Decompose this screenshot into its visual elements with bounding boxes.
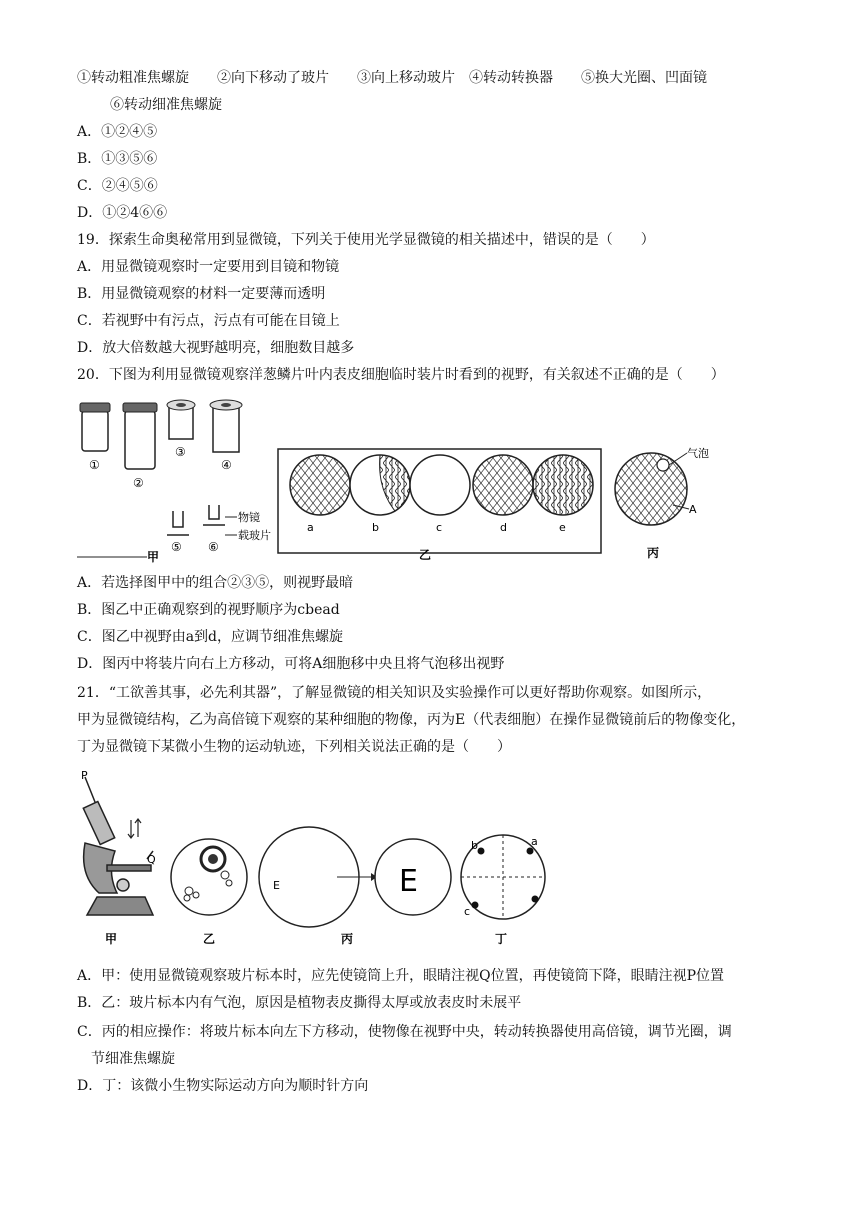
panel-yi-view	[171, 839, 247, 915]
q20-option-c: C．图乙中视野由a到d，应调节细准焦螺旋	[77, 629, 344, 645]
lens-number-3: ③	[175, 445, 186, 459]
panel-label-ding: 丁	[495, 932, 508, 946]
dot-d	[532, 896, 539, 903]
q20-option-a: A．若选择图甲中的组合②③⑤，则视野最暗	[77, 575, 354, 591]
lens-number-4: ④	[221, 458, 232, 472]
q21-option-a: A．甲：使用显微镜观察玻片标本时，应先使镜筒上升，眼睛注视Q位置，再使镜筒下降，眼睛注视P位置	[77, 968, 725, 984]
view-b	[350, 455, 410, 515]
q21-stem-line2: 甲为显微镜结构，乙为高倍镜下观察的某种细胞的物像，丙为E（代表细胞）在操作显微镜前后的物像变化，	[77, 712, 746, 728]
q19-option-c: C．若视野中有污点，污点有可能在目镜上	[77, 313, 340, 329]
q19-option-d: D．放大倍数越大视野越明亮，细胞数目越多	[77, 340, 355, 356]
panel-label-jia: 甲	[105, 932, 118, 946]
q18-stem-line2: ⑥转动细准焦螺旋	[110, 97, 222, 113]
label-objective: 物镜	[238, 511, 260, 524]
dot-label-a: a	[531, 835, 538, 848]
view-letter-a: a	[307, 521, 314, 534]
view-letter-c: c	[436, 521, 443, 534]
lens-number-5: ⑤	[171, 540, 182, 554]
q20-stem: 20．下图为利用显微镜观察洋葱鳞片叶内表皮细胞临时装片时看到的视野，有关叙述不正确的是（ ）	[77, 367, 725, 383]
view-a	[290, 455, 350, 515]
q18-option-b: B．①③⑤⑥	[77, 151, 158, 167]
lens-3	[167, 400, 195, 439]
q21-stem-line3: 丁为显微镜下某微小生物的运动轨迹，下列相关说法正确的是（ ）	[77, 739, 511, 755]
lens-4	[210, 400, 242, 452]
dot-label-c: c	[464, 905, 471, 918]
label-P: P	[81, 769, 88, 782]
q21-option-d: D．丁：该微小生物实际运动方向为顺时针方向	[77, 1078, 369, 1094]
up-down-arrows-icon	[128, 819, 141, 838]
view-letter-e: e	[559, 521, 566, 534]
objective-slide-6	[203, 505, 225, 525]
panel-label-bing: 丙	[341, 932, 354, 946]
lens-number-1: ①	[89, 458, 100, 472]
objective-slide-5	[167, 511, 189, 535]
view-c	[410, 455, 470, 515]
view-d	[473, 455, 533, 515]
lens-1	[80, 403, 110, 451]
q18-stem-line1: ①转动粗准焦螺旋 ②向下移动了玻片 ③向上移动玻片 ④转动转换器 ⑤换大光圈、凹面镜	[77, 70, 707, 86]
q20-option-d: D．图丙中将装片向右上方移动，可将A细胞移中央且将气泡移出视野	[77, 656, 505, 672]
lens-2	[123, 403, 157, 469]
label-bubble: 气泡	[687, 447, 709, 460]
q20-option-b: B．图乙中正确观察到的视野顺序为cbead	[77, 602, 340, 618]
q18-option-c: C．②④⑤⑥	[77, 178, 158, 194]
q20-figure	[77, 393, 717, 563]
view-e	[533, 455, 593, 515]
panel-label-yi: 乙	[203, 932, 216, 946]
lens-number-6: ⑥	[208, 540, 219, 554]
label-slide: 载玻片	[238, 529, 271, 542]
q21-option-c-cont: 节细准焦螺旋	[77, 1051, 175, 1067]
bubble	[657, 459, 669, 471]
q18-option-a: A．①②④⑤	[77, 124, 158, 140]
q21-stem-line1: 21．“工欲善其事，必先利其器”，了解显微镜的相关知识及实验操作可以更好帮助你观察。如图所示，	[77, 685, 712, 701]
panel-label-bing: 丙	[647, 546, 660, 560]
label-cell-A: A	[689, 503, 697, 516]
dot-label-b: b	[471, 839, 478, 852]
q19-option-a: A．用显微镜观察时一定要用到目镜和物镜	[77, 259, 340, 275]
q21-option-b: B．乙：玻片标本内有气泡，原因是植物表皮撕得太厚或放表皮时未展平	[77, 995, 522, 1011]
view-letter-d: d	[500, 521, 507, 534]
q18-option-d: D．①②4⑥⑥	[77, 205, 168, 221]
lens-number-2: ②	[133, 476, 144, 490]
q19-option-b: B．用显微镜观察的材料一定要薄而透明	[77, 286, 326, 302]
panel-bing-view	[615, 453, 687, 525]
large-E: E	[399, 864, 418, 899]
q19-stem: 19．探索生命奥秘常用到显微镜，下列关于使用光学显微镜的相关描述中，错误的是（ ）	[77, 232, 655, 248]
dot-c	[472, 902, 479, 909]
microscope-drawing	[83, 777, 153, 915]
panel-label-yi: 乙	[419, 548, 432, 562]
panel-label-jia: 甲	[147, 550, 160, 563]
dot-b	[478, 848, 485, 855]
small-E: E	[273, 879, 280, 892]
q21-option-c: C．丙的相应操作：将玻片标本向左下方移动，使物像在视野中央，转动转换器使用高倍镜，调节光圈，调	[77, 1024, 732, 1040]
q21-figure	[77, 765, 557, 955]
dot-a	[527, 848, 534, 855]
view-letter-b: b	[372, 521, 379, 534]
label-Q: Q	[147, 853, 156, 866]
